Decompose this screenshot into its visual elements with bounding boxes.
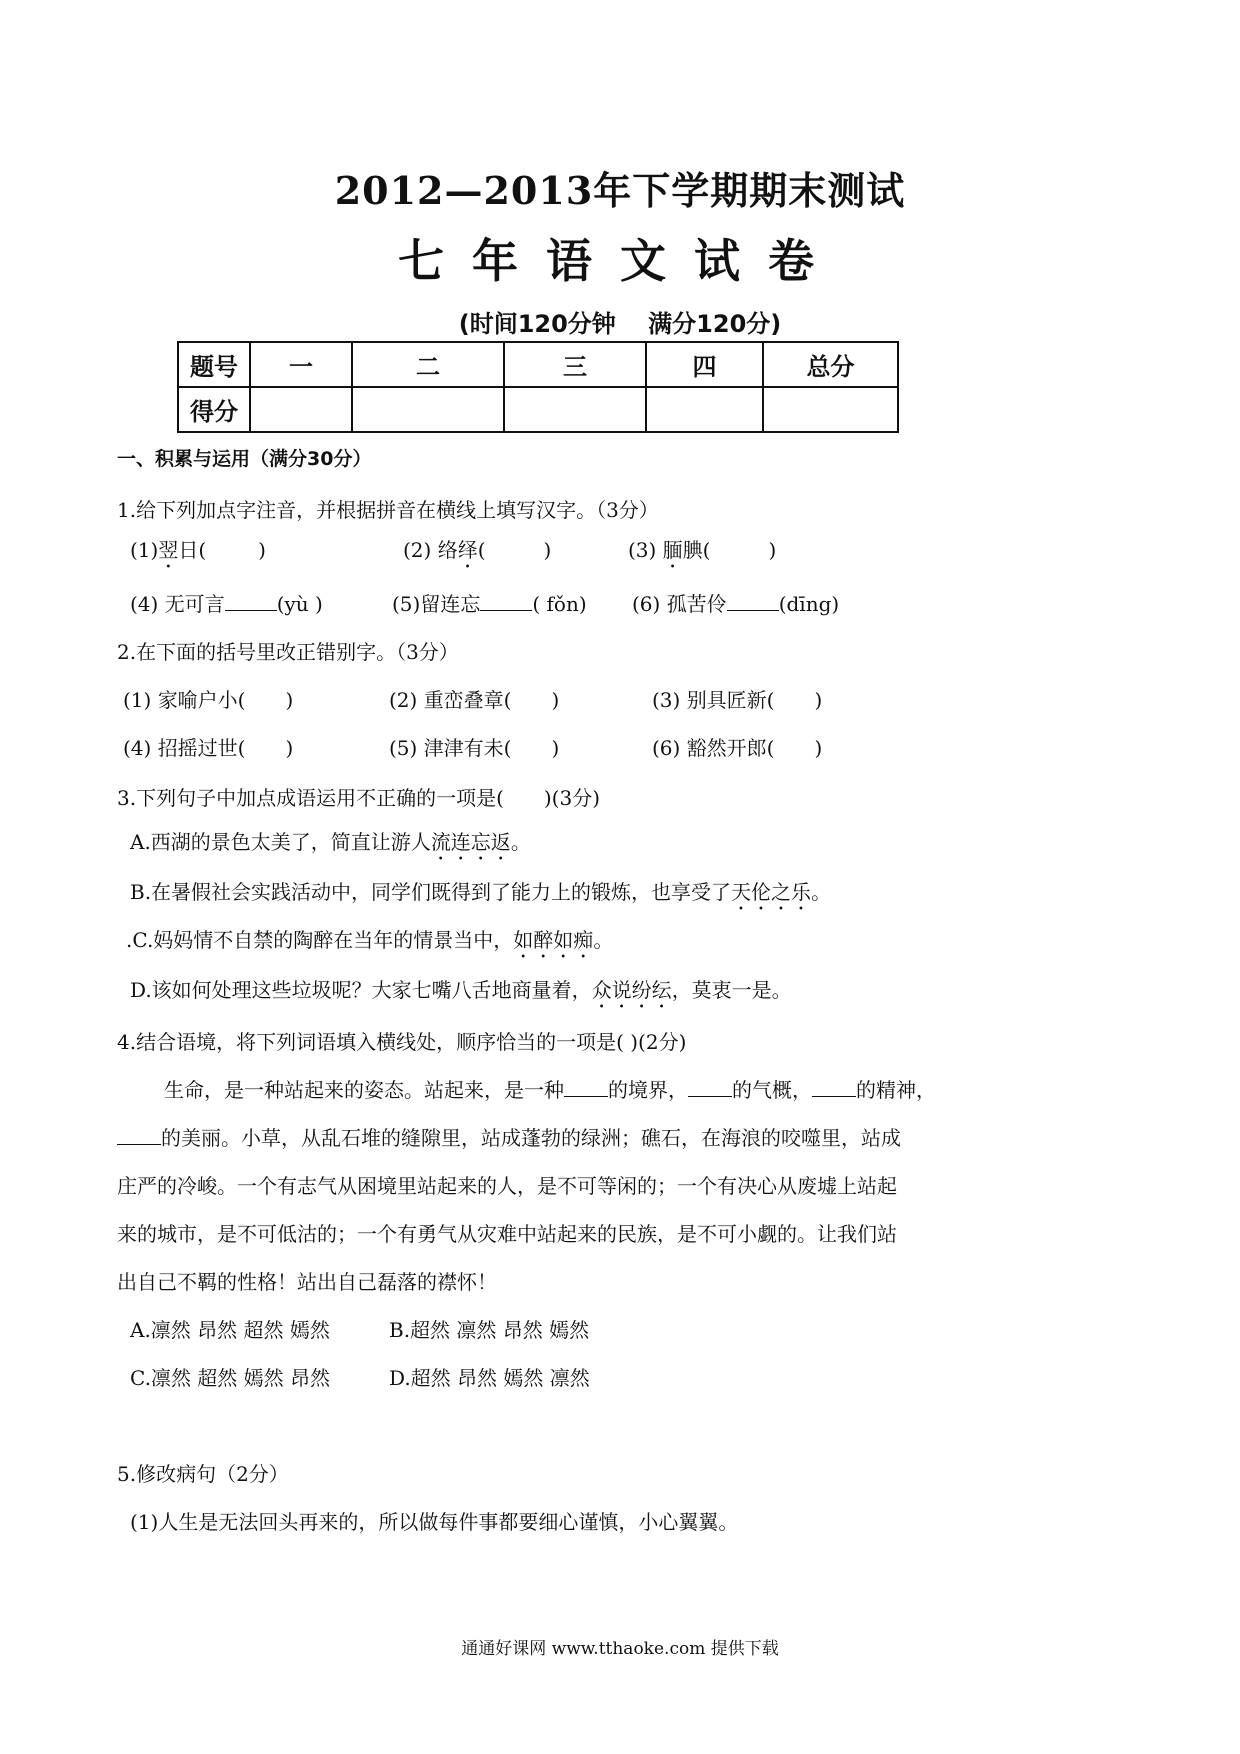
- question-4-option-c: C.凛然 超然 嫣然 昂然: [130, 1366, 331, 1390]
- question-1-item-1: (1)翌日( ): [130, 538, 266, 562]
- question-1-item-4: (4) 无可言 (yù ): [130, 592, 323, 616]
- score-table-score-row: [178, 387, 898, 432]
- dotted-char: 绎: [457, 538, 478, 562]
- page-footer: 通通好课网 www.tthaoke.com 提供下载: [461, 1639, 779, 1659]
- question-4-option-a: A.凛然 昂然 超然 嫣然: [130, 1318, 330, 1342]
- question-4-passage-line: 来的城市，是不可低沽的；一个有勇气从灾难中站起来的民族，是不可小觑的。让我们站: [117, 1222, 897, 1246]
- dotted-idiom: 如醉如痴: [513, 928, 594, 952]
- exam-paper-title: 七年语文试卷: [398, 234, 842, 288]
- question-2-item: (5) 津津有未( ): [389, 736, 560, 760]
- question-1-item-6: (6) 孤苦伶 (dīng): [632, 592, 840, 616]
- question-2-item: (2) 重峦叠章( ): [389, 688, 560, 712]
- question-1-item-2: (2) 络绎( ): [403, 538, 552, 562]
- answer-blank[interactable]: [688, 1078, 732, 1097]
- question-3-option-d: D.该如何处理这些垃圾呢？大家七嘴八舌地商量着，众说纷纭，莫衷一是。: [130, 978, 792, 1002]
- question-1-stem: 1.给下列加点字注音，并根据拼音在横线上填写汉字。（3分）: [117, 498, 659, 522]
- answer-blank[interactable]: [225, 592, 277, 611]
- question-1-item-3: (3) 腼腆( ): [628, 538, 777, 562]
- exam-time: (时间120分钟: [458, 310, 616, 338]
- score-table-header-row: [178, 342, 898, 387]
- score-table-cell: 二: [352, 342, 504, 387]
- dotted-idiom: 天伦之乐: [731, 880, 812, 904]
- answer-blank[interactable]: [117, 1126, 161, 1145]
- dotted-char: 腼: [662, 538, 683, 562]
- question-1-item-5: (5)留连忘 ( fǒn): [392, 592, 587, 616]
- score-input-cell[interactable]: [250, 387, 352, 432]
- question-2-item: (6) 豁然开郎( ): [652, 736, 823, 760]
- dotted-idiom: 流连忘返: [430, 830, 511, 854]
- question-4-passage-line: 的美丽。小草，从乱石堆的缝隙里，站成蓬勃的绿洲；礁石，在海浪的咬噬里，站成: [117, 1122, 901, 1151]
- question-3-option-b: B.在暑假社会实践活动中，同学们既得到了能力上的锻炼，也享受了天伦之乐。: [130, 880, 832, 904]
- score-input-cell[interactable]: [352, 387, 504, 432]
- score-table-cell: 三: [504, 342, 646, 387]
- section-title: 一、积累与运用（满分30分）: [117, 448, 372, 470]
- exam-period-title: 2012—2013年下学期期末测试: [334, 168, 906, 213]
- score-table-cell: 一: [250, 342, 352, 387]
- question-2-item: (3) 别具匠新( ): [652, 688, 823, 712]
- answer-blank[interactable]: [727, 592, 779, 611]
- exam-time-info: [0, 304, 1240, 339]
- question-4-passage-line: 出自己不羁的性格！站出自己磊落的襟怀！: [117, 1270, 497, 1294]
- question-3-option-c: .C.妈妈情不自禁的陶醉在当年的情景当中，如醉如痴。: [126, 928, 614, 952]
- question-4-option-d: D.超然 昂然 嫣然 凛然: [389, 1366, 590, 1390]
- dotted-char: 翌: [158, 538, 179, 562]
- question-2-item: (1) 家喻户小( ): [123, 688, 294, 712]
- score-table-cell: 题号: [178, 342, 250, 387]
- question-3-option-a: A.西湖的景色太美了，简直让游人流连忘返。: [130, 830, 531, 854]
- question-4-passage-line: 庄严的冷峻。一个有志气从困境里站起来的人，是不可等闲的；一个有决心从废墟上站起: [117, 1174, 897, 1198]
- score-table: [177, 341, 899, 433]
- score-table-cell: 总分: [763, 342, 898, 387]
- score-table-cell: 四: [646, 342, 763, 387]
- question-4-option-b: B.超然 凛然 昂然 嫣然: [389, 1318, 590, 1342]
- question-4-passage-line: 生命，是一种站起来的姿态。站起来，是一种 的境界， 的气概， 的精神，: [164, 1078, 936, 1102]
- score-input-cell[interactable]: [646, 387, 763, 432]
- question-3-stem: 3.下列句子中加点成语运用不正确的一项是( )(3分): [117, 786, 601, 810]
- score-input-cell[interactable]: [763, 387, 898, 432]
- question-5-item-1: (1)人生是无法回头再来的，所以做每件事都要细心谨慎，小心翼翼。: [130, 1510, 739, 1534]
- question-5-stem: 5.修改病句（2分）: [117, 1462, 289, 1486]
- score-input-cell[interactable]: [504, 387, 646, 432]
- answer-blank[interactable]: [564, 1078, 608, 1097]
- answer-blank[interactable]: [812, 1078, 856, 1097]
- question-2-stem: 2.在下面的括号里改正错别字。（3分）: [117, 640, 459, 664]
- score-table-cell: 得分: [178, 387, 250, 432]
- exam-full-score: 满分120分): [648, 310, 782, 338]
- answer-blank[interactable]: [480, 592, 532, 611]
- dotted-idiom: 众说纷纭: [591, 978, 672, 1002]
- question-2-item: (4) 招摇过世( ): [123, 736, 294, 760]
- question-4-stem: 4.结合语境，将下列词语填入横线处，顺序恰当的一项是( )(2分): [117, 1030, 687, 1054]
